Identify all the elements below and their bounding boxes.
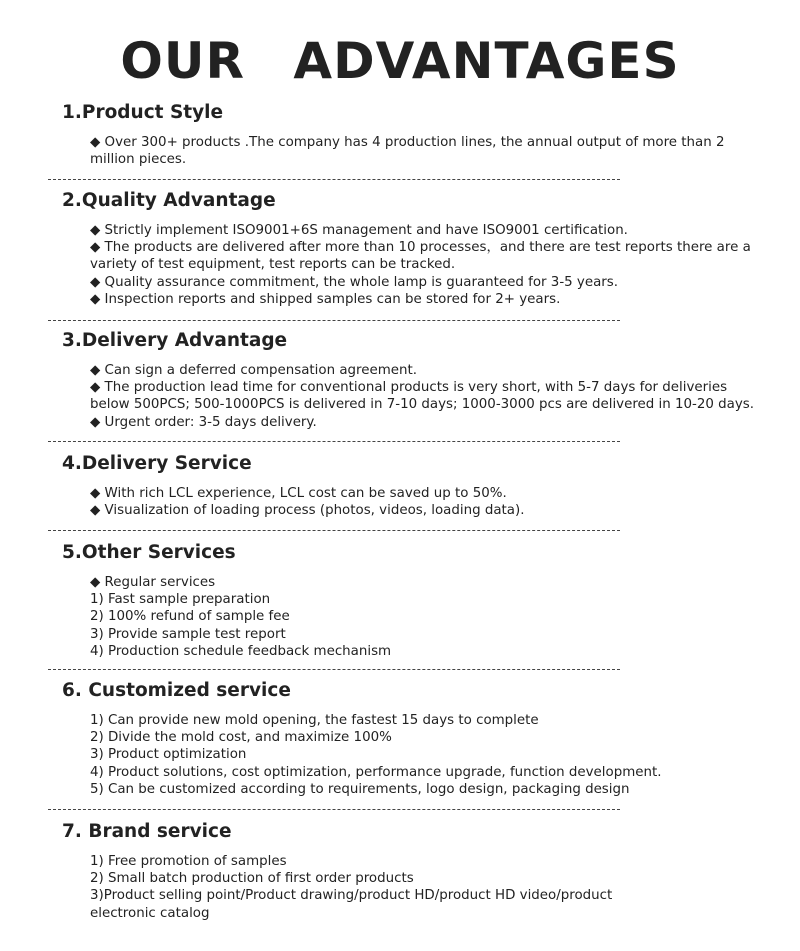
section-items [90, 134, 762, 168]
list-item: 1) Free promotion of samples [90, 854, 287, 869]
list-item: 4) Production schedule feedback mechanism [90, 643, 392, 659]
list-item: ◆ The products are delivered after more than 10 processes，and there are test reports there are a variety of test equipment, test reports can be tracked. [90, 240, 751, 273]
section-other-services [62, 540, 762, 660]
list-item: ◆ Quality assurance commitment, the whole lamp is guaranteed for 3-5 years. [90, 274, 619, 290]
section-items [90, 485, 762, 519]
list-item: 2) Divide the mold cost, and maximize 100% [90, 730, 392, 746]
list-item: 3) Provide sample test report [90, 626, 286, 642]
list-item: 4) Product solutions, cost optimization, performance upgrade, function development. [90, 764, 662, 780]
list-item: ◆ Can sign a deferred compensation agreement. [90, 363, 418, 378]
list-item: ◆ Urgent order: 3-5 days delivery. [90, 414, 317, 430]
section-divider [48, 320, 620, 321]
list-item: ◆ Regular services [90, 575, 216, 590]
section-title: 1.Product Style [62, 102, 224, 123]
list-item: ◆ Strictly implement ISO9001+6S management and have ISO9001 certification. [90, 223, 628, 238]
list-item: 1) Can provide new mold opening, the fastest 15 days to complete [90, 713, 539, 728]
section-title: 5.Other Services [62, 542, 236, 563]
section-divider [48, 530, 620, 531]
section-title: 4.Delivery Service [62, 453, 252, 474]
section-items [90, 574, 762, 660]
section-delivery-advantage [62, 328, 762, 431]
section-quality-advantage [62, 188, 762, 308]
section-divider [48, 809, 620, 810]
section-brand-service [62, 819, 762, 922]
list-item: 3) Product optimization [90, 747, 247, 763]
section-customized-service [62, 678, 762, 798]
list-item: ◆ With rich LCL experience, LCL cost can be saved up to 50%. [90, 486, 507, 501]
section-delivery-service [62, 451, 762, 519]
section-divider [48, 669, 620, 670]
section-items [90, 362, 762, 431]
section-items [90, 712, 762, 798]
section-items [90, 853, 630, 922]
list-item: 3)Product selling point/Product drawing/product HD/product HD video/product electronic catalog [90, 888, 613, 921]
list-item: ◆ Visualization of loading process (photos, videos, loading data). [90, 503, 525, 519]
section-items [90, 222, 762, 308]
list-item: 2) 100% refund of sample fee [90, 609, 290, 625]
section-product-style [62, 100, 762, 168]
list-item: ◆ Inspection reports and shipped samples can be stored for 2+ years. [90, 291, 561, 307]
list-item: 2) Small batch production of first order products [90, 871, 414, 887]
section-divider [48, 441, 620, 442]
section-divider [48, 179, 620, 180]
list-item: 5) Can be customized according to requirements, logo design, packaging design [90, 781, 630, 797]
section-title: 7. Brand service [62, 821, 232, 842]
section-title: 3.Delivery Advantage [62, 330, 288, 351]
section-title: 6. Customized service [62, 680, 291, 701]
section-title: 2.Quality Advantage [62, 190, 276, 211]
page-title: OUR ADVANTAGES [120, 32, 680, 90]
list-item: ◆ The production lead time for conventional products is very short, with 5-7 days for deliveries below 500PCS; 500-1000PCS is delivered in 7-10 days; 1000-3000 pcs are delivered in 10-20 days. [90, 380, 755, 413]
list-item: 1) Fast sample preparation [90, 592, 271, 608]
list-item: ◆ Over 300+ products .The company has 4 production lines, the annual output of more than 2 million pieces. [90, 135, 725, 168]
